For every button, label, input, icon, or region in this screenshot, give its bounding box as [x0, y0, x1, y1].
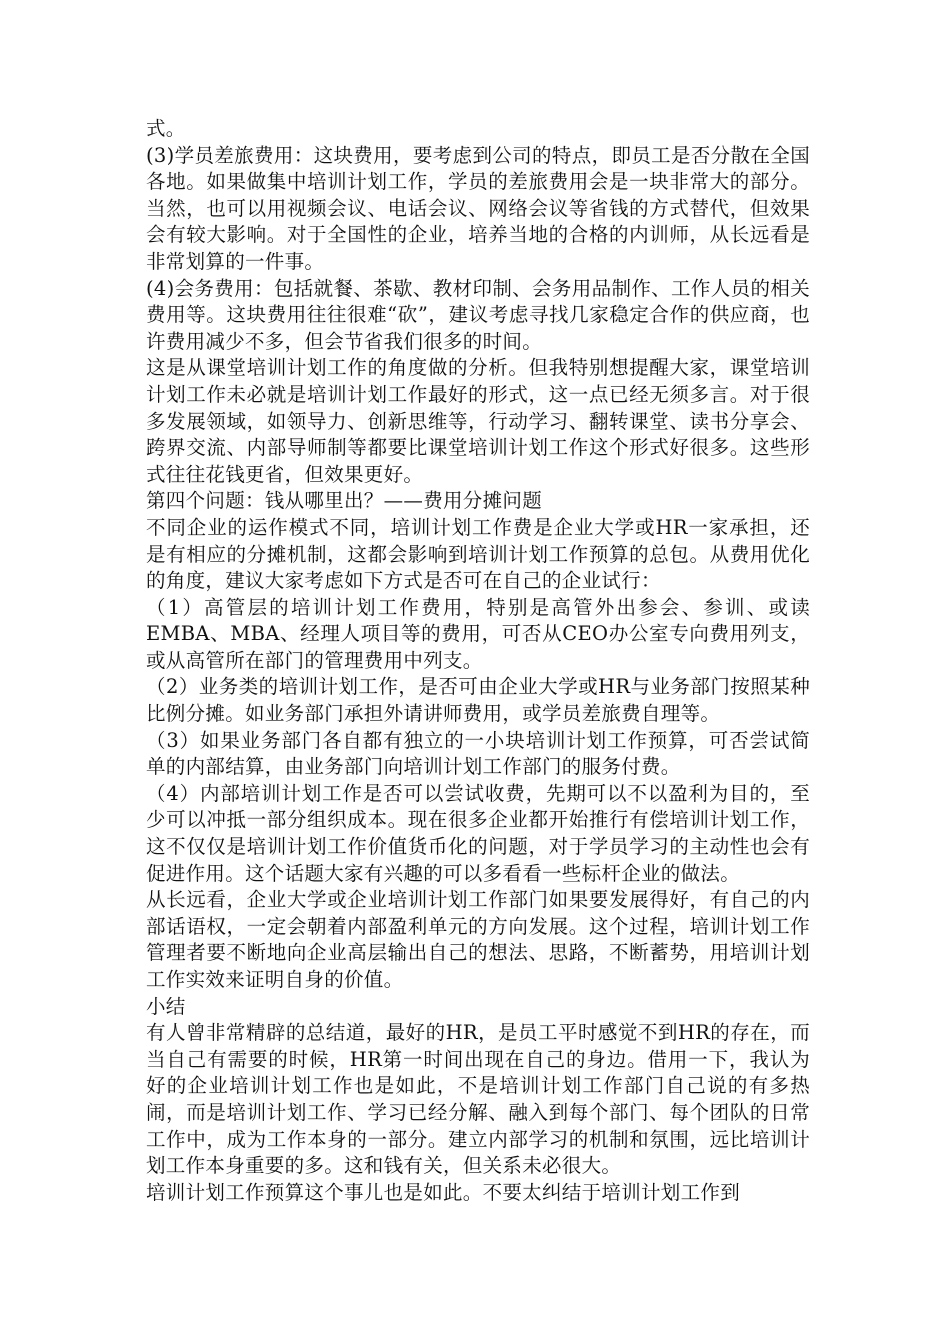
- document-body: [146, 116, 810, 1206]
- paragraph-long-term-view: 从长远看，企业大学或企业培训计划工作部门如果要发展得好，有自己的内部话语权，一定会朝着内部盈利单元的方向发展。这个过程，培训计划工作管理者要不断地向企业高层输出自己的想法、思路，不断蓄势，用培训计划工作实效来证明自身的价值。: [146, 888, 810, 991]
- paragraph-summary: 有人曾非常精辟的总结道，最好的HR，是员工平时感觉不到HR的存在，而当自己有需要的时候，HR第一时间出现在自己的身边。借用一下，我认为好的企业培训计划工作也是如此，不是培训计划工作部门自己说的有多热闹，而是培训计划工作、学习已经分解、融入到每个部门、每个团队的日常工作中，成为工作本身的一部分。建立内部学习的机制和氛围，远比培训计划工作本身重要的多。这和钱有关，但关系未必很大。: [146, 1021, 810, 1178]
- list-item-business-training: （2）业务类的培训计划工作，是否可由企业大学或HR与业务部门按照某种比例分摊。如业务部门承担外请讲师费用，或学员差旅费自理等。: [146, 675, 810, 726]
- section-heading-cost-sharing: 第四个问题：钱从哪里出？——费用分摊问题: [146, 489, 543, 513]
- paragraph-continuation: 式。: [146, 117, 186, 140]
- paragraph-classroom-analysis: 这是从课堂培训计划工作的角度做的分析。但我特别想提醒大家，课堂培训计划工作未必就是培训计划工作最好的形式，这一点已经无须多言。对于很多发展领域，如领导力、创新思维等，行动学习、翻转课堂、读书分享会、跨界交流、内部导师制等都要比课堂培训计划工作这个形式好很多。这些形式往往花钱更省，但效果更好。: [146, 356, 810, 486]
- paragraph-operating-models: 不同企业的运作模式不同，培训计划工作费是企业大学或HR一家承担，还是有相应的分摊机制，这都会影响到培训计划工作预算的总包。从费用优化的角度，建议大家考虑如下方式是否可在自己的企业试行：: [146, 515, 810, 593]
- list-item-internal-charging: （4）内部培训计划工作是否可以尝试收费，先期可以不以盈利为目的，至少可以冲抵一部分组织成本。现在很多企业都开始推行有偿培训计划工作，这不仅仅是培训计划工作价值货币化的问题，对于学员学习的主动性也会有促进作用。这个话题大家有兴趣的可以多看看一些标杆企业的做法。: [146, 781, 810, 885]
- list-item-internal-settlement: （3）如果业务部门各自都有独立的一小块培训计划工作预算，可否尝试简单的内部结算，由业务部门向培训计划工作部门的服务付费。: [146, 728, 810, 779]
- paragraph-budget-closing: 培训计划工作预算这个事儿也是如此。不要太纠结于培训计划工作到: [146, 1180, 741, 1204]
- section-heading-summary: 小结: [146, 994, 186, 1018]
- list-item-executive-training: （1）高管层的培训计划工作费用，特别是高管外出参会、参训、或读EMBA、MBA、经理人项目等的费用，可否从CEO办公室专向费用列支，或从高管所在部门的管理费用中列支。: [146, 595, 810, 672]
- paragraph-travel-cost: (3)学员差旅费用：这块费用，要考虑到公司的特点，即员工是否分散在全国各地。如果做集中培训计划工作，学员的差旅费用会是一块非常大的部分。当然，也可以用视频会议、电话会议、网络会议等省钱的方式替代，但效果会有较大影响。对于全国性的企业，培养当地的合格的内训师，从长远看是非常划算的一件事。: [146, 143, 810, 273]
- paragraph-meeting-cost: (4)会务费用：包括就餐、茶歇、教材印制、会务用品制作、工作人员的相关费用等。这块费用往往很难“砍”，建议考虑寻找几家稳定合作的供应商，也许费用减少不多，但会节省我们很多的时间。: [146, 276, 810, 353]
